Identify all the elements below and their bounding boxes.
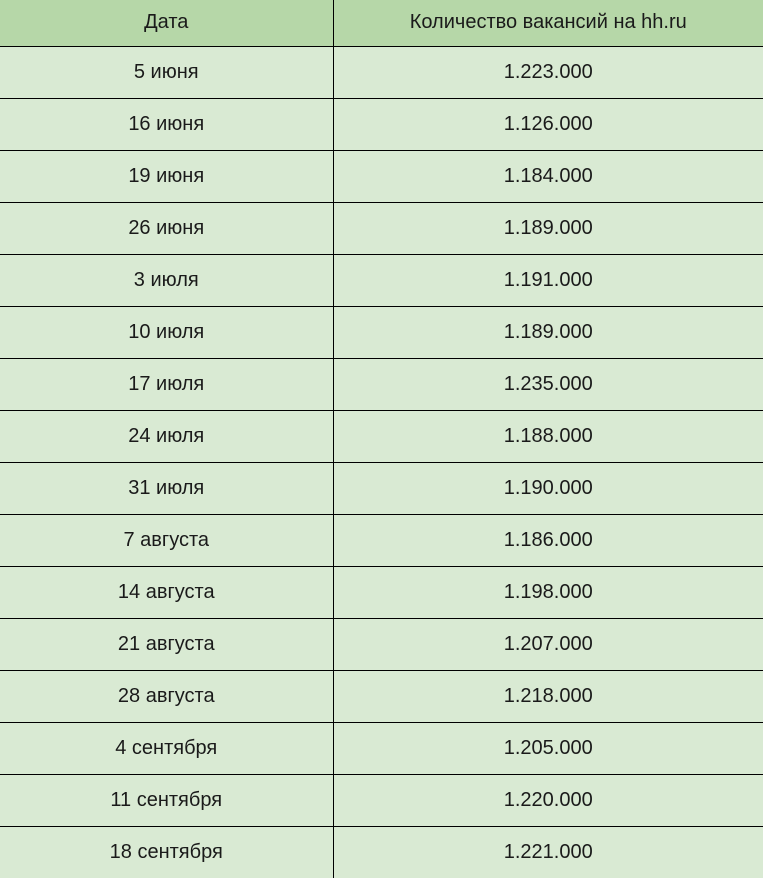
vacancy-count-cell: 1.188.000 — [333, 410, 763, 462]
vacancy-count-cell: 1.184.000 — [333, 150, 763, 202]
header-row — [0, 0, 763, 46]
table-row — [0, 670, 763, 722]
date-cell: 7 августа — [0, 514, 333, 566]
table-row — [0, 410, 763, 462]
date-cell: 28 августа — [0, 670, 333, 722]
vacancy-count-cell: 1.205.000 — [333, 722, 763, 774]
date-cell: 26 июня — [0, 202, 333, 254]
date-cell: 18 сентября — [0, 826, 333, 878]
date-cell: 4 сентября — [0, 722, 333, 774]
vacancy-count-cell: 1.218.000 — [333, 670, 763, 722]
table-row — [0, 618, 763, 670]
table-row — [0, 46, 763, 98]
vacancy-count-cell: 1.235.000 — [333, 358, 763, 410]
date-cell: 24 июля — [0, 410, 333, 462]
vacancy-count-cell: 1.189.000 — [333, 202, 763, 254]
table-body — [0, 46, 763, 878]
table-row — [0, 358, 763, 410]
vacancy-count-cell: 1.198.000 — [333, 566, 763, 618]
date-cell: 21 августа — [0, 618, 333, 670]
table-row — [0, 150, 763, 202]
date-cell: 14 августа — [0, 566, 333, 618]
date-cell: 3 июля — [0, 254, 333, 306]
date-cell: 31 июля — [0, 462, 333, 514]
vacancy-count-cell: 1.186.000 — [333, 514, 763, 566]
table-row — [0, 254, 763, 306]
date-cell: 10 июля — [0, 306, 333, 358]
vacancy-count-cell: 1.191.000 — [333, 254, 763, 306]
vacancy-count-cell: 1.207.000 — [333, 618, 763, 670]
table-header — [0, 0, 763, 46]
date-cell: 17 июля — [0, 358, 333, 410]
vacancy-count-cell: 1.189.000 — [333, 306, 763, 358]
date-cell: 5 июня — [0, 46, 333, 98]
table-row — [0, 774, 763, 826]
table-row — [0, 306, 763, 358]
vacancy-count-cell: 1.223.000 — [333, 46, 763, 98]
table-row — [0, 514, 763, 566]
header-vacancy-count: Количество вакансий на hh.ru — [333, 0, 763, 46]
vacancy-count-cell: 1.221.000 — [333, 826, 763, 878]
table-row — [0, 722, 763, 774]
date-cell: 11 сентября — [0, 774, 333, 826]
vacancy-count-cell: 1.126.000 — [333, 98, 763, 150]
vacancy-count-cell: 1.190.000 — [333, 462, 763, 514]
date-cell: 16 июня — [0, 98, 333, 150]
table-row — [0, 826, 763, 878]
table-row — [0, 202, 763, 254]
table-row — [0, 566, 763, 618]
vacancy-count-cell: 1.220.000 — [333, 774, 763, 826]
header-date: Дата — [0, 0, 333, 46]
table-row — [0, 462, 763, 514]
table-row — [0, 98, 763, 150]
date-cell: 19 июня — [0, 150, 333, 202]
